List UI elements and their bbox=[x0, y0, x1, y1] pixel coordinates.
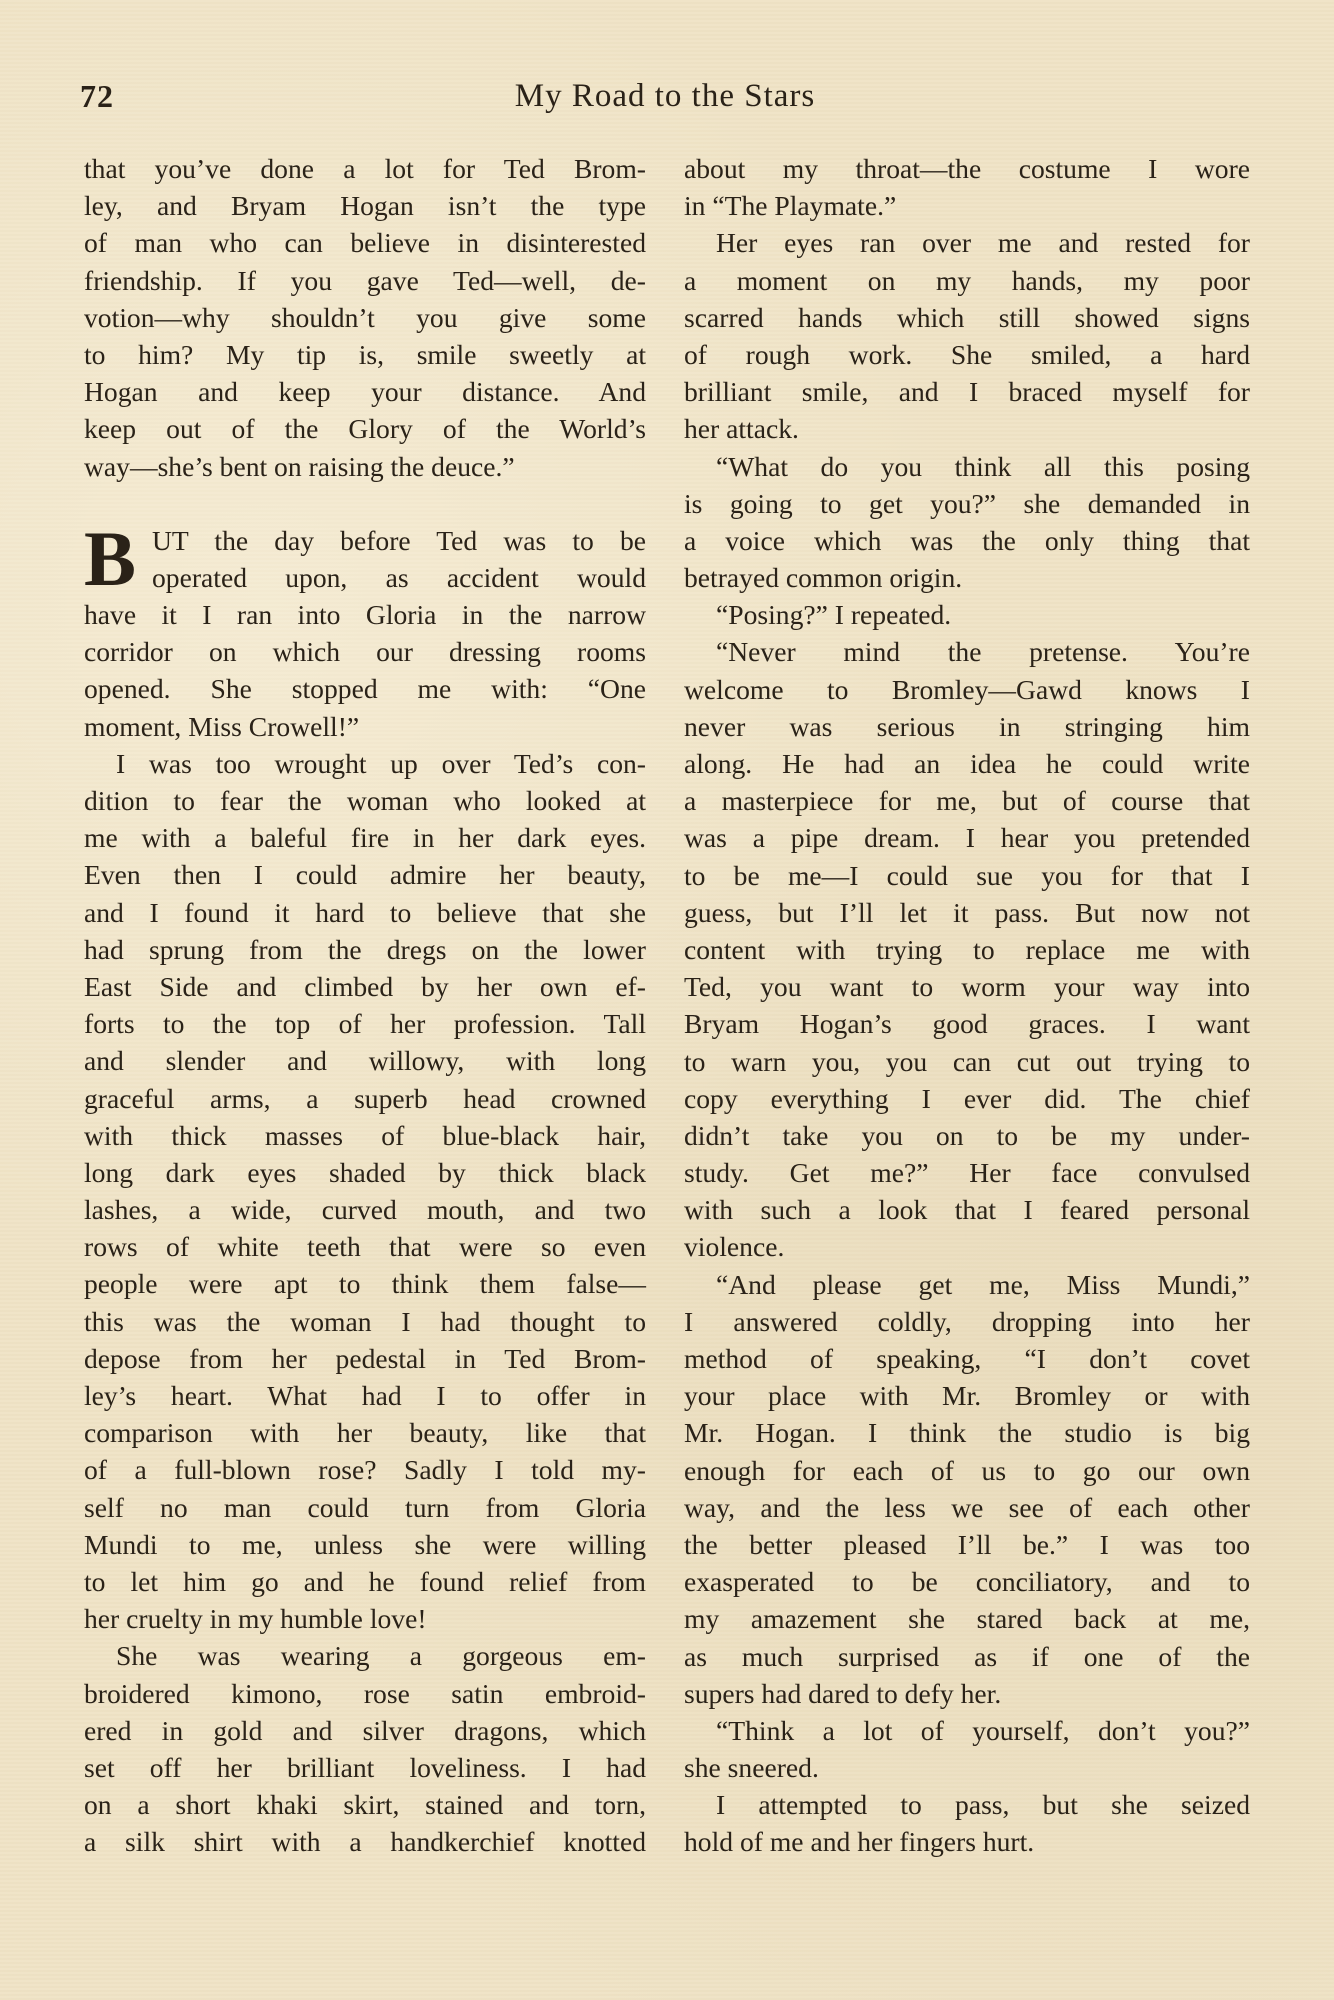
drop-cap: B bbox=[84, 514, 137, 602]
text-line: and slender and willowy, with long bbox=[84, 1045, 646, 1077]
paragraph bbox=[684, 633, 1250, 1265]
text-line: this was the woman I had thought to bbox=[84, 1305, 646, 1337]
text-line: to be me—I could sue you for that I bbox=[684, 859, 1250, 891]
running-head bbox=[80, 78, 1250, 118]
paragraph bbox=[684, 224, 1250, 447]
text-line: broidered kimono, rose satin embroid- bbox=[84, 1677, 646, 1709]
paragraph bbox=[684, 150, 1250, 224]
text-line: of man who can believe in disinterested bbox=[84, 227, 646, 259]
left-column bbox=[84, 150, 646, 1860]
text-line: method of speaking, “I don’t covet bbox=[684, 1343, 1250, 1374]
text-line: your place with Mr. Bromley or with bbox=[684, 1380, 1250, 1412]
paragraph bbox=[684, 1786, 1250, 1860]
text-line: set off her brilliant loveliness. I had bbox=[84, 1751, 646, 1783]
text-line: brilliant smile, and I braced myself for bbox=[684, 376, 1250, 408]
text-line: hold of me and her fingers hurt. bbox=[684, 1826, 1035, 1858]
text-line: She was wearing a gorgeous em- bbox=[116, 1640, 646, 1672]
text-line: votion—why shouldn’t you give some bbox=[84, 301, 646, 333]
text-line: guess, but I’ll let it pass. But now not bbox=[684, 896, 1250, 928]
paragraph bbox=[84, 150, 646, 485]
text-line: graceful arms, a superb head crowned bbox=[84, 1082, 646, 1114]
text-line: is going to get you?” she demanded in bbox=[684, 487, 1250, 519]
text-line: copy everything I ever did. The chief bbox=[684, 1082, 1250, 1114]
text-line: “Posing?” I repeated. bbox=[716, 599, 952, 631]
right-column bbox=[684, 150, 1250, 1861]
text-line: she sneered. bbox=[684, 1752, 819, 1784]
text-line: study. Get me?” Her face convulsed bbox=[684, 1157, 1250, 1189]
text-line: enough for each of us to go our own bbox=[684, 1454, 1250, 1486]
text-line: of a full-blown rose? Sadly I told my- bbox=[84, 1454, 646, 1486]
book-title: My Road to the Stars bbox=[514, 78, 816, 114]
text-line: betrayed common origin. bbox=[684, 562, 963, 594]
paragraph bbox=[684, 448, 1250, 597]
text-line: UT the day before Ted was to be bbox=[152, 524, 646, 556]
paragraph bbox=[684, 1712, 1250, 1786]
text-line: Ted, you want to worm your way into bbox=[684, 971, 1250, 1003]
text-line: the better pleased I’ll be.” I was too bbox=[684, 1528, 1250, 1560]
page-number: 72 bbox=[80, 78, 114, 114]
text-line: Mr. Hogan. I think the studio is big bbox=[684, 1417, 1250, 1449]
text-line: as much surprised as if one of the bbox=[684, 1640, 1250, 1672]
text-line: Even then I could admire her beauty, bbox=[84, 859, 646, 891]
text-line: her attack. bbox=[684, 413, 799, 445]
text-line: corridor on which our dressing rooms bbox=[84, 636, 646, 668]
text-line: to him? My tip is, smile sweetly at bbox=[84, 338, 646, 370]
text-line: exasperated to be conciliatory, and to bbox=[684, 1566, 1250, 1598]
section-break bbox=[84, 485, 646, 522]
text-line: “What do you think all this posing bbox=[716, 450, 1250, 482]
text-line: on a short khaki skirt, stained and torn, bbox=[84, 1789, 646, 1821]
text-line: my amazement she stared back at me, bbox=[684, 1603, 1250, 1635]
text-line: welcome to Bromley—Gawd knows I bbox=[684, 673, 1250, 705]
text-line: have it I ran into Gloria in the narrow bbox=[84, 599, 646, 631]
paragraph bbox=[684, 1266, 1250, 1712]
paragraph bbox=[84, 1637, 646, 1860]
text-line: a voice which was the only thing that bbox=[684, 524, 1250, 556]
text-line: people were apt to think them false— bbox=[84, 1268, 646, 1300]
text-line: scarred hands which still showed signs bbox=[684, 301, 1250, 333]
text-line: dition to fear the woman who looked at bbox=[84, 785, 646, 816]
text-line: Mundi to me, unless she were willing bbox=[84, 1528, 646, 1560]
paragraph bbox=[84, 514, 646, 745]
text-line: rows of white teeth that were so even bbox=[84, 1231, 646, 1263]
text-line: a silk shirt with a handkerchief knotted bbox=[84, 1826, 646, 1858]
text-line: her cruelty in my humble love! bbox=[84, 1603, 427, 1635]
text-line: in “The Playmate.” bbox=[684, 190, 897, 222]
text-line: ley’s heart. What had I to offer in bbox=[84, 1380, 646, 1411]
text-line: violence. bbox=[684, 1231, 785, 1263]
text-line: I answered coldly, dropping into her bbox=[684, 1305, 1250, 1337]
text-line: a masterpiece for me, but of course that bbox=[684, 785, 1250, 817]
paragraph bbox=[84, 745, 646, 1638]
text-line: keep out of the Glory of the World’s bbox=[84, 413, 646, 445]
text-line: along. He had an idea he could write bbox=[684, 748, 1250, 779]
text-line: and I found it hard to believe that she bbox=[84, 896, 646, 928]
text-line: lashes, a wide, curved mouth, and two bbox=[84, 1194, 646, 1226]
text-line: way, and the less we see of each other bbox=[684, 1491, 1250, 1523]
text-line: to warn you, you can cut out trying to bbox=[684, 1045, 1250, 1077]
text-line: supers had dared to defy her. bbox=[684, 1677, 1002, 1709]
text-line: I attempted to pass, but she seized bbox=[716, 1789, 1250, 1821]
text-line: to let him go and he found relief from bbox=[84, 1565, 646, 1597]
text-line: “Never mind the pretense. You’re bbox=[716, 636, 1250, 668]
text-line: ered in gold and silver dragons, which bbox=[84, 1714, 646, 1746]
text-line: forts to the top of her profession. Tall bbox=[84, 1008, 646, 1040]
text-line: never was serious in stringing him bbox=[684, 710, 1250, 742]
text-line: ley, and Bryam Hogan isn’t the type bbox=[84, 190, 646, 222]
text-line: that you’ve done a lot for Ted Brom- bbox=[84, 153, 646, 184]
text-line: “And please get me, Miss Mundi,” bbox=[716, 1268, 1250, 1300]
text-line: of rough work. She smiled, a hard bbox=[684, 338, 1250, 370]
text-line: with such a look that I feared personal bbox=[684, 1194, 1250, 1226]
text-line: Her eyes ran over me and rested for bbox=[716, 227, 1250, 259]
text-line: comparison with her beauty, like that bbox=[84, 1417, 646, 1449]
text-line: moment, Miss Crowell!” bbox=[84, 710, 360, 742]
text-line: long dark eyes shaded by thick black bbox=[84, 1156, 646, 1188]
text-line: friendship. If you gave Ted—well, de- bbox=[84, 264, 646, 296]
text-line: content with trying to replace me with bbox=[684, 933, 1250, 965]
text-line: about my throat—the costume I wore bbox=[684, 153, 1250, 184]
text-line: Hogan and keep your distance. And bbox=[84, 376, 646, 408]
text-line: a moment on my hands, my poor bbox=[684, 264, 1250, 296]
paragraph-with-dropcap bbox=[84, 514, 646, 745]
text-line: I was too wrought up over Ted’s con- bbox=[116, 747, 646, 779]
text-line: with thick masses of blue-black hair, bbox=[84, 1119, 646, 1151]
text-line: operated upon, as accident would bbox=[152, 561, 646, 593]
text-line: had sprung from the dregs on the lower bbox=[84, 933, 646, 965]
text-line: me with a baleful fire in her dark eyes. bbox=[84, 822, 646, 854]
paragraph bbox=[684, 596, 1250, 633]
text-line: East Side and climbed by her own ef- bbox=[84, 970, 646, 1002]
text-line: didn’t take you on to be my under- bbox=[684, 1119, 1250, 1151]
text-line: way—she’s bent on raising the deuce.” bbox=[84, 450, 515, 482]
text-line: opened. She stopped me with: “One bbox=[84, 673, 646, 705]
text-line: self no man could turn from Gloria bbox=[84, 1491, 646, 1523]
text-line: “Think a lot of yourself, don’t you?” bbox=[716, 1714, 1250, 1746]
text-line: depose from her pedestal in Ted Brom- bbox=[84, 1342, 646, 1374]
text-line: was a pipe dream. I hear you pretended bbox=[684, 822, 1250, 854]
text-line: Bryam Hogan’s good graces. I want bbox=[684, 1008, 1250, 1040]
